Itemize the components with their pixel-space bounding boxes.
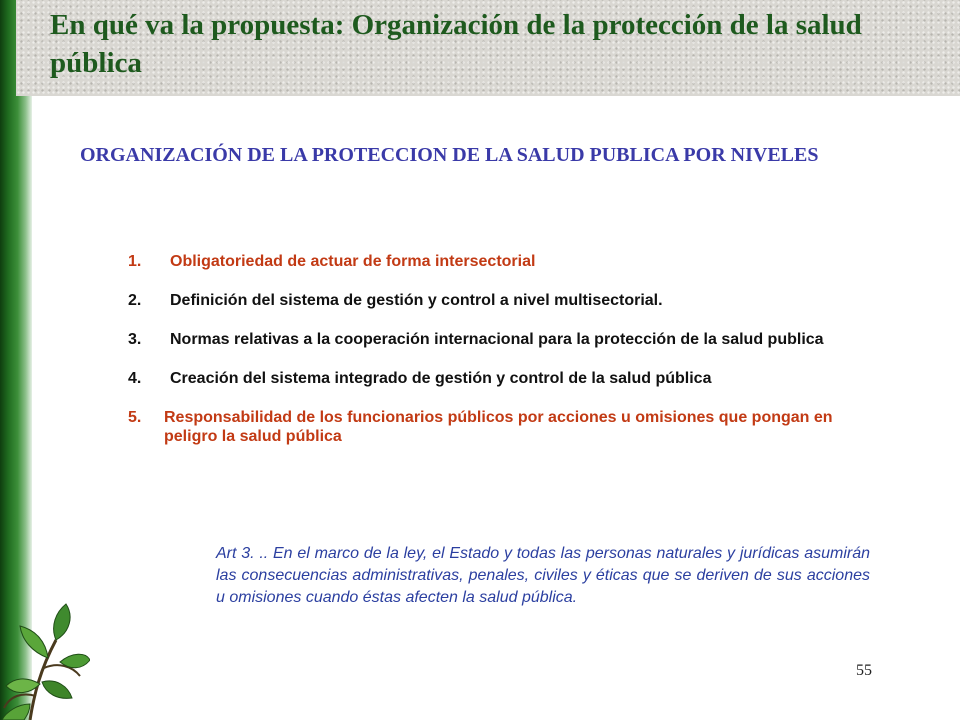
list-item	[126, 252, 886, 271]
list-item-number: 3.	[128, 331, 142, 348]
list-item	[126, 291, 886, 310]
slide-subtitle: ORGANIZACIÓN DE LA PROTECCION DE LA SALUD PUBLICA POR NIVELES	[80, 144, 819, 166]
list-item-text: Definición del sistema de gestión y control a nivel multisectorial.	[170, 292, 663, 309]
list-item-number: 4.	[128, 370, 142, 387]
list-item-number: 1.	[128, 253, 142, 270]
list-item	[126, 330, 886, 349]
page-number: 55	[856, 662, 872, 679]
list-item	[126, 408, 886, 446]
list-item-number: 2.	[128, 292, 142, 309]
article-quote: Art 3. .. En el marco de la ley, el Estado y todas las personas naturales y jurídicas asumirán las consecuencias administrativas, penales, civiles y éticas que se deriven de sus acciones u omisiones cuando éstas afecten la salud pública.	[216, 545, 870, 606]
list-item-text: Obligatoriedad de actuar de forma intersectorial	[170, 253, 536, 270]
list-item-text: Creación del sistema integrado de gestión y control de la salud pública	[170, 370, 712, 387]
list-item-text: Responsabilidad de los funcionarios públicos por acciones u omisiones que pongan en peligro la salud pública	[164, 409, 833, 445]
list-item-text: Normas relativas a la cooperación internacional para la protección de la salud publica	[170, 331, 824, 348]
leaf-branch-icon	[0, 600, 90, 720]
slide-title: En qué va la propuesta: Organización de la protección de la salud pública	[50, 9, 862, 79]
list-item	[126, 369, 886, 388]
proposal-list	[126, 252, 886, 466]
list-item-number: 5.	[128, 409, 142, 426]
